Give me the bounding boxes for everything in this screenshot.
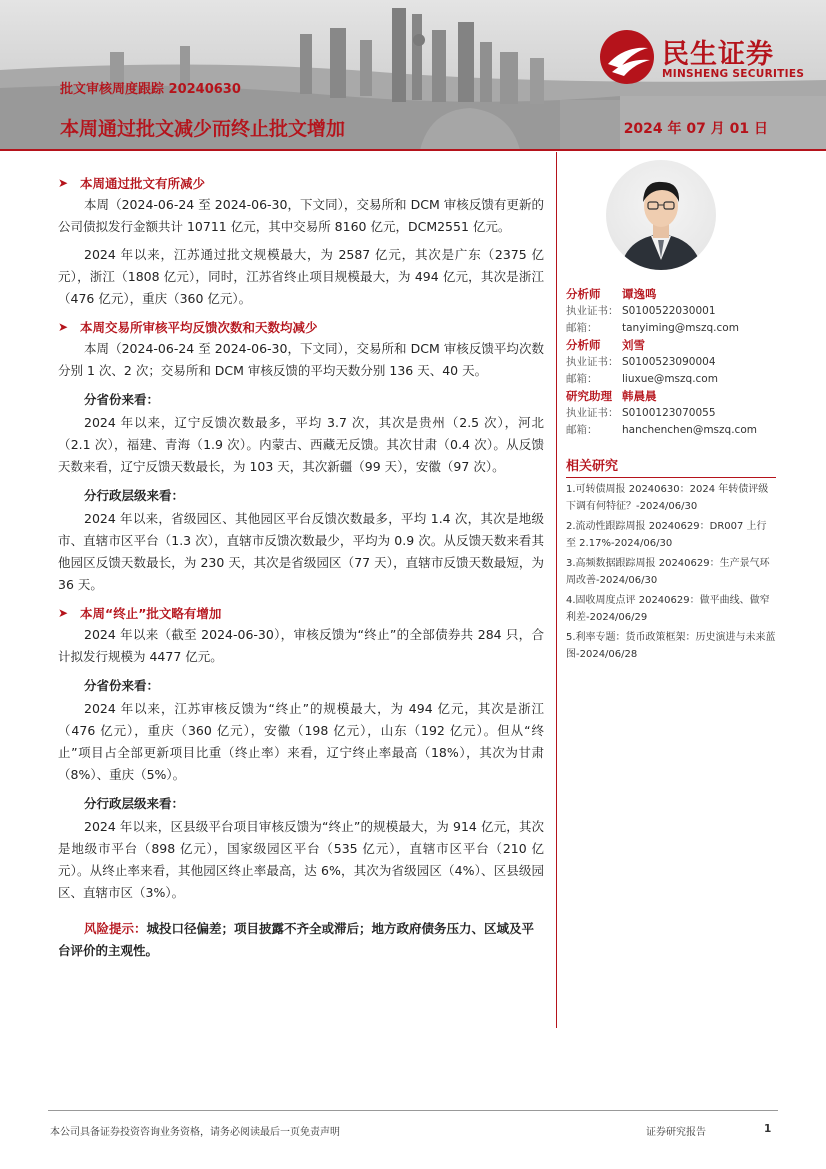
paragraph: 2024 年以来，省级园区、其他园区平台反馈次数最多，平均 1.4 次，其次是地级市、直辖市区平台（1.3 次），直辖市反馈次数最少，平均为 0.9 次。从反馈天数来看其他园区反馈天数最长，为 230 天，其次是省级园区（77 天），直辖市反馈天数最短，为 36 天。 — [58, 511, 544, 592]
analyst-role: 分析师 — [566, 338, 601, 352]
series-title: 批文审核周度跟踪 20240630 — [60, 82, 241, 97]
related-research — [566, 456, 776, 663]
report-body — [58, 172, 544, 962]
cert-number: S0100522030001 — [622, 305, 716, 317]
email-label: 邮箱： — [566, 373, 598, 385]
column-divider — [556, 152, 557, 1028]
header-divider — [0, 149, 826, 151]
risk-warning — [58, 918, 544, 962]
chevron-right-icon: ➤ — [58, 176, 69, 190]
email-label: 邮箱： — [566, 424, 598, 436]
paragraph: 本周（2024-06-24 至 2024-06-30，下文同），交易所和 DCM 审核反馈有更新的公司债拟发行金额共计 10711 亿元，其中交易所 8160 亿元，DCM2551 亿元。 — [58, 197, 544, 234]
section-heading — [58, 172, 544, 194]
chevron-right-icon: ➤ — [58, 606, 69, 620]
related-research-item[interactable]: 2.流动性跟踪周报 20240629：DR007 上行至 2.17%-2024/06/30 — [566, 521, 767, 549]
report-date: 2024 年 07 月 01 日 — [623, 121, 768, 137]
analyst-portrait-image — [606, 160, 716, 270]
related-research-item[interactable]: 1.可转债周报 20240630：2024 年转债评级下调有何特征？-2024/06/30 — [566, 484, 769, 512]
analyst-photo — [606, 160, 716, 270]
footer-divider — [48, 1110, 778, 1111]
minsheng-logo-icon — [598, 28, 658, 86]
cert-number: S0100123070055 — [622, 407, 716, 419]
paragraph: 2024 年以来，区县级平台项目审核反馈为“终止”的规模最大，为 914 亿元，其次是地级市平台（898 亿元），国家级园区平台（535 亿元），直辖市区平台（210 亿元）。从终止率来看，其他园区终止率最高，达 6%，其次为省级园区（4%）、区县级园区、直辖市区（3%）。 — [58, 819, 544, 900]
cert-label: 执业证书： — [566, 407, 619, 419]
paragraph: 2024 年以来，辽宁反馈次数最多，平均 3.7 次，其次是贵州（2.5 次），河北（2.1 次），福建、青海（1.9 次）。内蒙古、西藏无反馈。其次甘肃（0.4 次）。从反馈天数来看，辽宁反馈天数最长，为 103 天，其次新疆（99 天），安徽（97 次）。 — [58, 415, 544, 474]
analyst-list — [566, 286, 776, 439]
email-address[interactable]: liuxue@mszq.com — [622, 373, 718, 385]
email-address[interactable]: tanyiming@mszq.com — [622, 322, 739, 334]
chevron-right-icon: ➤ — [58, 320, 69, 334]
section-heading-text: 本周通过批文有所减少 — [80, 176, 206, 191]
related-research-heading: 相关研究 — [566, 456, 776, 478]
section-heading-text: 本周交易所审核平均反馈次数和天数均减少 — [80, 320, 318, 335]
analyst-role: 研究助理 — [566, 389, 612, 403]
section-heading-text: 本周“终止”批文略有增加 — [80, 606, 222, 621]
sub-heading: 分省份来看： — [84, 678, 160, 693]
paragraph: 2024 年以来，江苏通过批文规模最大，为 2587 亿元，其次是广东（2375 亿元），浙江（1808 亿元），同时，江苏省终止项目规模最大，为 494 亿元，其次是浙江（476 亿元），重庆（360 亿元）。 — [58, 247, 544, 306]
header-banner — [0, 0, 826, 150]
analyst-name: 韩晨晨 — [622, 389, 657, 403]
risk-label: 风险提示： — [84, 921, 147, 936]
analyst-card — [566, 337, 776, 388]
related-research-item[interactable]: 4.固收周度点评 20240629：做平曲线、做窄利差-2024/06/29 — [566, 595, 770, 623]
page-number: 1 — [764, 1123, 772, 1135]
related-research-item[interactable]: 5.利率专题：货币政策框架：历史演进与未来蓝图-2024/06/28 — [566, 632, 776, 660]
logo-text-cn: 民生证券 — [662, 39, 774, 70]
sub-heading: 分行政层级来看： — [84, 796, 185, 811]
cert-label: 执业证书： — [566, 356, 619, 368]
email-address[interactable]: hanchenchen@mszq.com — [622, 424, 757, 436]
report-title: 本周通过批文减少而终止批文增加 — [60, 118, 346, 140]
logo-text-en: MINSHENG SECURITIES — [662, 68, 805, 80]
paragraph: 本周（2024-06-24 至 2024-06-30，下文同），交易所和 DCM 审核反馈平均次数分别 1 次、2 次；交易所和 DCM 审核反馈的平均天数分别 136 天、40 天。 — [58, 341, 544, 378]
minsheng-logo — [598, 28, 808, 88]
section-heading — [58, 316, 544, 338]
section-heading — [58, 602, 544, 624]
email-label: 邮箱： — [566, 322, 598, 334]
risk-text: 城投口径偏差；项目披露不齐全或滞后；地方政府债务压力、区域及平台评价的主观性。 — [58, 921, 535, 958]
analyst-name: 谭逸鸣 — [622, 287, 657, 301]
analyst-card — [566, 388, 776, 439]
paragraph: 2024 年以来（截至 2024-06-30），审核反馈为“终止”的全部债券共 284 只，合计拟发行规模为 4477 亿元。 — [58, 627, 544, 664]
paragraph: 2024 年以来，江苏审核反馈为“终止”的规模最大，为 494 亿元，其次是浙江（476 亿元），重庆（360 亿元），安徽（198 亿元），山东（192 亿元）。但从“终止”项目占全部更新项目比重（终止率）来看，辽宁终止率最高（18%），其次为甘肃（8%）、重庆（5%）。 — [58, 701, 544, 782]
analyst-card — [566, 286, 776, 337]
footer-disclaimer: 本公司具备证券投资咨询业务资格，请务必阅读最后一页免责声明 — [50, 1127, 340, 1138]
cert-number: S0100523090004 — [622, 356, 716, 368]
analyst-name: 刘雪 — [622, 338, 645, 352]
cert-label: 执业证书： — [566, 305, 619, 317]
sub-heading: 分行政层级来看： — [84, 488, 185, 503]
analyst-role: 分析师 — [566, 287, 601, 301]
sub-heading: 分省份来看： — [84, 392, 160, 407]
footer-report-type: 证券研究报告 — [646, 1127, 706, 1138]
related-research-item[interactable]: 3.高频数据跟踪周报 20240629：生产景气环周改善-2024/06/30 — [566, 558, 770, 586]
